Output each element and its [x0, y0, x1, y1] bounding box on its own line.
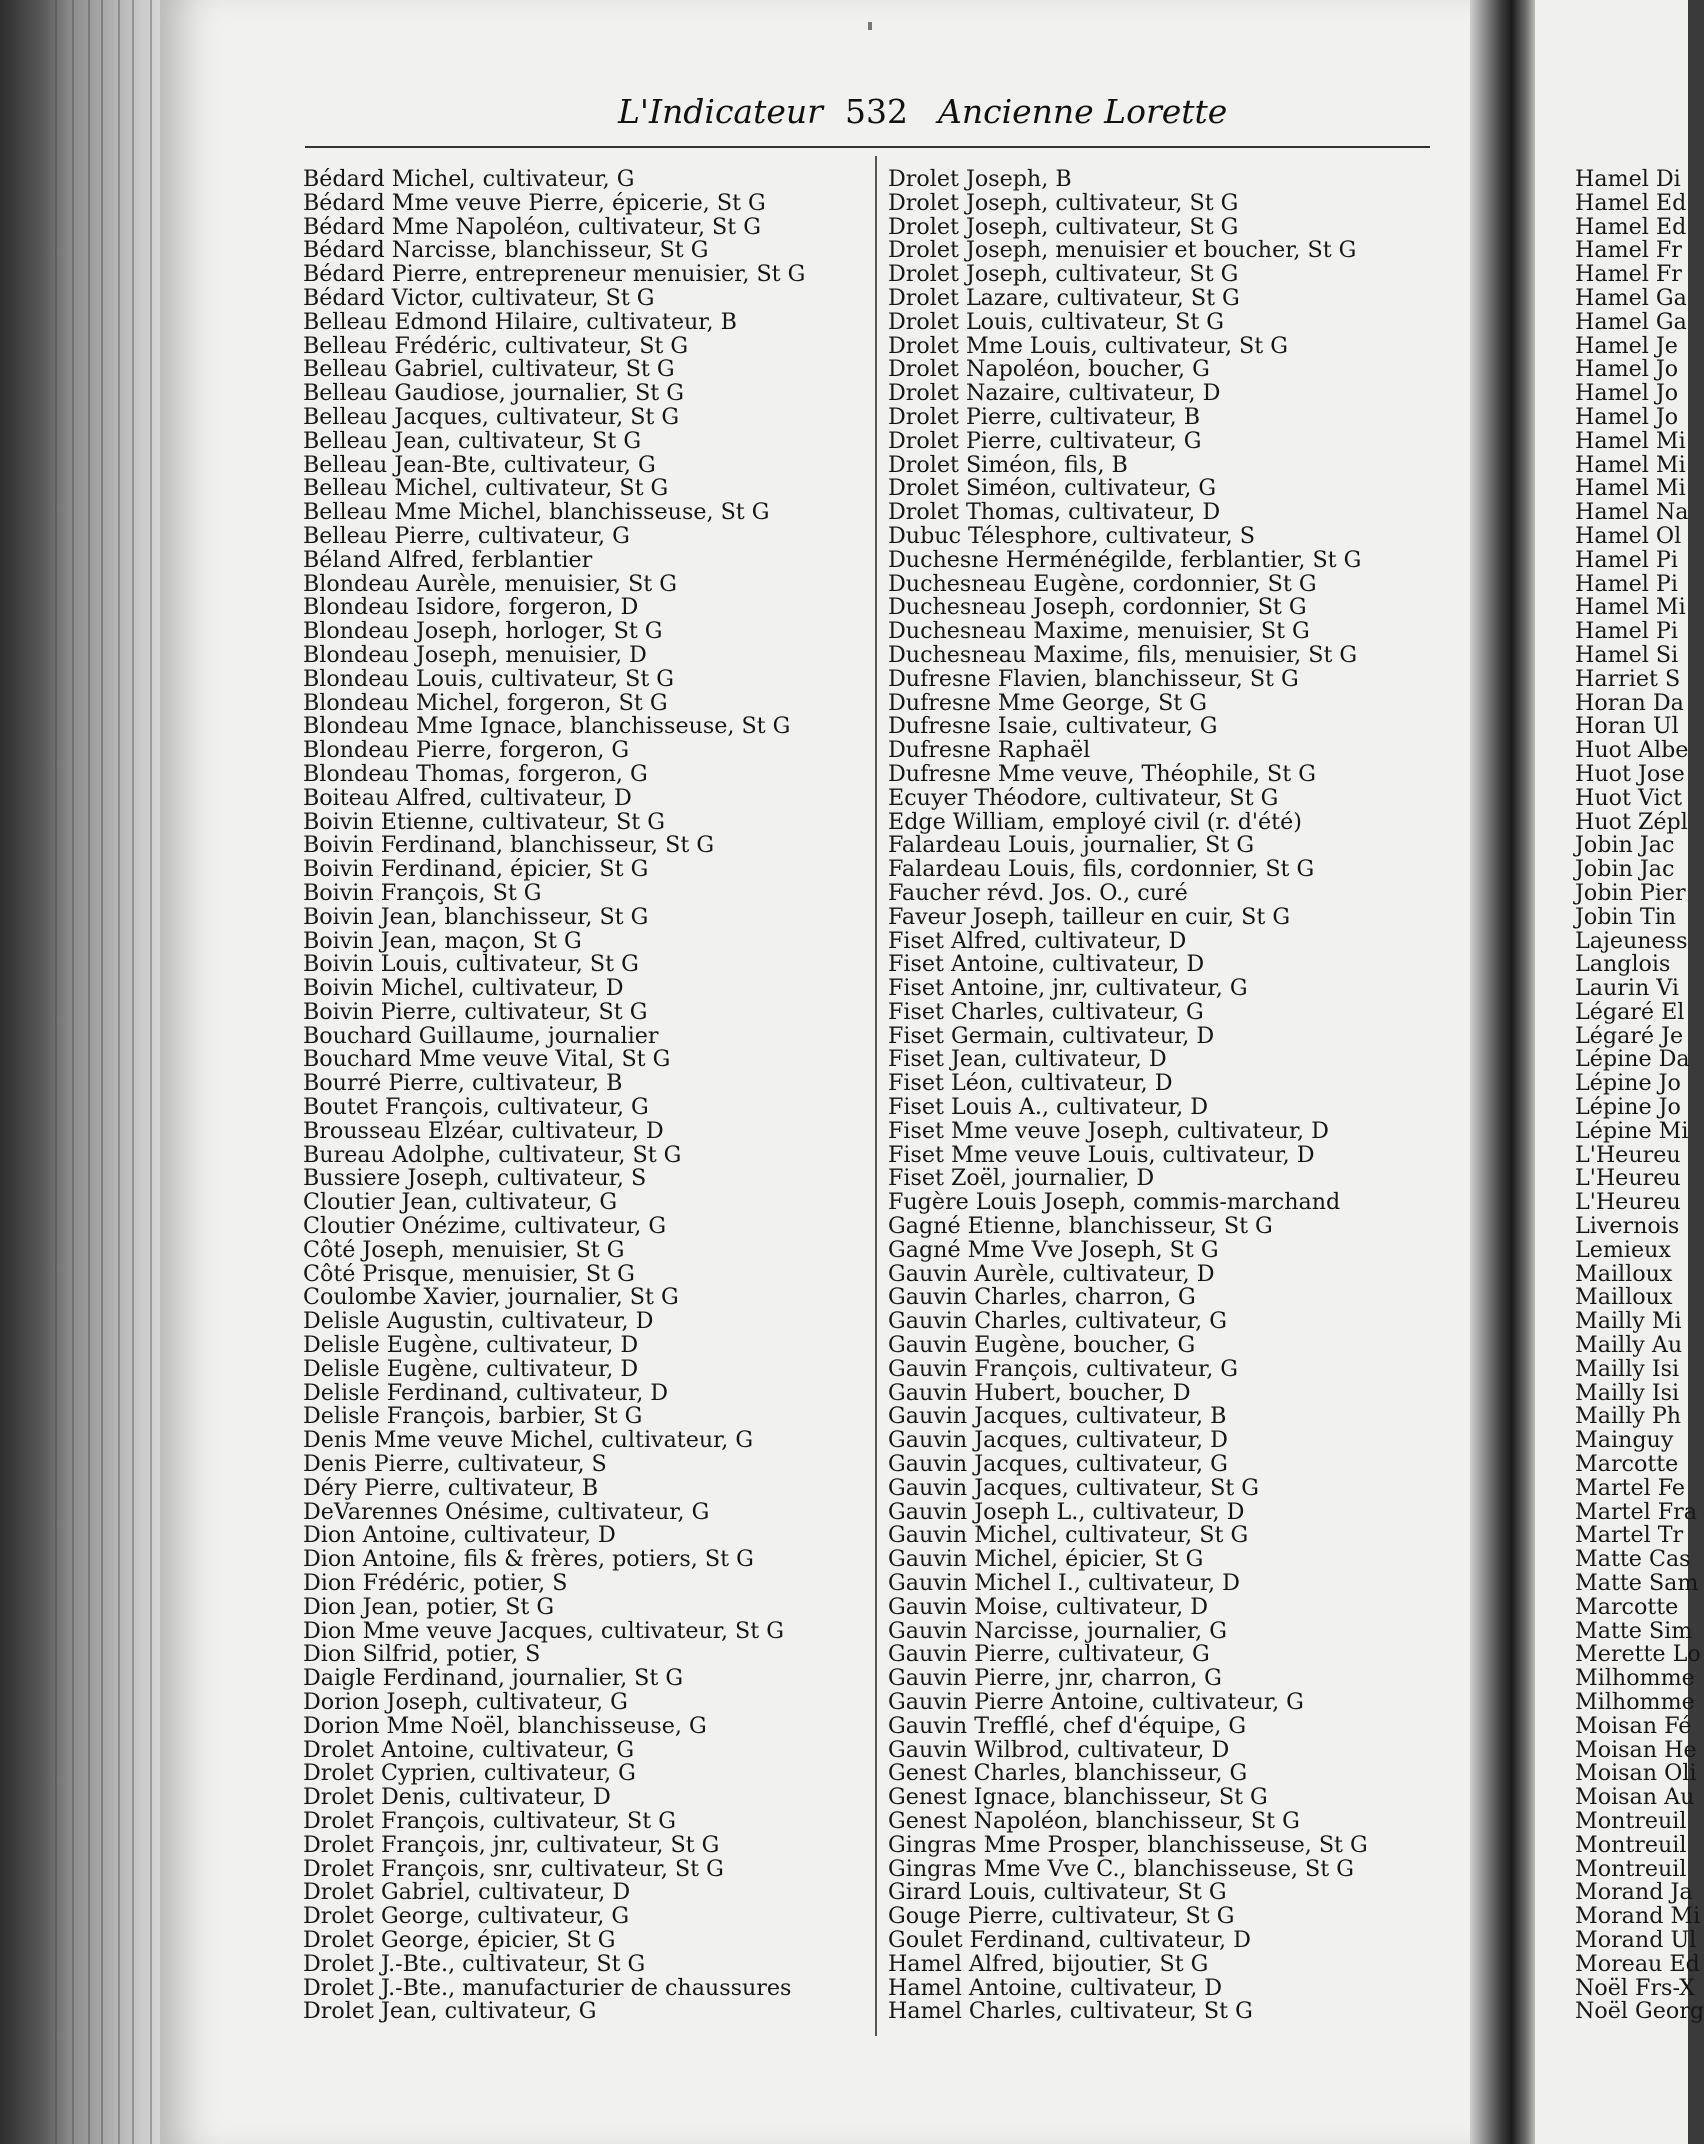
directory-entry: Dion Frédéric, potier, S: [303, 1570, 568, 1597]
column-divider: [875, 156, 877, 2036]
directory-entry: Gouge Pierre, cultivateur, St G: [888, 1903, 1235, 1930]
directory-entry: Hamel Na: [1575, 499, 1689, 526]
directory-entry: Fiset Zoël, journalier, D: [888, 1165, 1155, 1192]
directory-entry: Fiset Jean, cultivateur, D: [888, 1046, 1167, 1073]
directory-entry: Lépine Jo: [1575, 1070, 1681, 1097]
directory-entry: Mailly Mi: [1575, 1308, 1682, 1335]
directory-entry: Drolet George, épicier, St G: [303, 1926, 616, 1953]
directory-entry: Blondeau Aurèle, menuisier, St G: [303, 570, 677, 597]
directory-entry: Blondeau Mme Ignace, blanchisseuse, St G: [303, 713, 791, 740]
directory-entry: Drolet Nazaire, cultivateur, D: [888, 380, 1221, 407]
directory-entry: Drolet Pierre, cultivateur, G: [888, 427, 1202, 454]
directory-entry: Bédard Victor, cultivateur, St G: [303, 284, 655, 311]
directory-entry: Blondeau Joseph, menuisier, D: [303, 641, 647, 668]
directory-entry: Bédard Mme Napoléon, cultivateur, St G: [303, 213, 761, 240]
directory-entry: Jobin Tin: [1575, 903, 1677, 930]
directory-entry: Noël Georg: [1575, 1998, 1704, 2025]
directory-entry: Gauvin Michel, cultivateur, St G: [888, 1522, 1249, 1549]
directory-entry: Morand Ja: [1575, 1879, 1693, 1906]
facing-page: [1535, 0, 1704, 2144]
directory-entry: Légaré Je: [1575, 1022, 1684, 1049]
directory-entry: Moisan Au: [1575, 1784, 1695, 1811]
directory-entry: Duchesneau Maxime, fils, menuisier, St G: [888, 641, 1358, 668]
directory-entry: Delisle Eugène, cultivateur, D: [303, 1332, 639, 1359]
directory-entry: Drolet Pierre, cultivateur, B: [888, 403, 1201, 430]
header-title-left: L'Indicateur: [618, 92, 823, 131]
directory-entry: Jobin Jac: [1575, 856, 1675, 883]
directory-entry: Bureau Adolphe, cultivateur, St G: [303, 1141, 682, 1168]
directory-entry: Mainguy: [1575, 1427, 1674, 1454]
directory-entry: Gauvin Pierre, jnr, charron, G: [888, 1665, 1222, 1692]
directory-entry: Falardeau Louis, journalier, St G: [888, 832, 1255, 859]
directory-entry: Hamel Di: [1575, 166, 1681, 192]
directory-entry: Coulombe Xavier, journalier, St G: [303, 1284, 679, 1311]
directory-entry: Laurin Vi: [1575, 975, 1680, 1002]
directory-entry: Drolet Joseph, B: [888, 166, 1072, 192]
directory-entry: Brousseau Elzéar, cultivateur, D: [303, 1117, 664, 1144]
directory-entry: Drolet Joseph, cultivateur, St G: [888, 213, 1239, 240]
directory-entry: Moisan He: [1575, 1736, 1697, 1763]
directory-entry: Blondeau Isidore, forgeron, D: [303, 594, 639, 621]
directory-entry: Dion Mme veuve Jacques, cultivateur, St G: [303, 1617, 784, 1644]
directory-entry: Gauvin Jacques, cultivateur, B: [888, 1403, 1227, 1430]
directory-entry: Daigle Ferdinand, journalier, St G: [303, 1665, 684, 1692]
directory-entry: Horan Ul: [1575, 713, 1679, 740]
directory-entry: Genest Charles, blanchisseur, G: [888, 1760, 1248, 1787]
directory-entry: Gauvin Narcisse, journalier, G: [888, 1617, 1227, 1644]
directory-entry: Hamel Si: [1575, 641, 1679, 668]
directory-entry: Belleau Gabriel, cultivateur, St G: [303, 356, 675, 383]
directory-entry: Drolet Napoléon, boucher, G: [888, 356, 1210, 383]
directory-entry: Dufresne Flavien, blanchisseur, St G: [888, 665, 1299, 692]
directory-entry: Gagné Mme Vve Joseph, St G: [888, 1236, 1219, 1263]
directory-entry: Hamel Fr: [1575, 237, 1682, 264]
directory-entry: Fiset Léon, cultivateur, D: [888, 1070, 1173, 1097]
directory-entry: Drolet Lazare, cultivateur, St G: [888, 284, 1240, 311]
directory-entry: Faveur Joseph, tailleur en cuir, St G: [888, 903, 1291, 930]
header-rule: [305, 146, 1430, 148]
directory-entry: Jobin Pier: [1575, 879, 1686, 906]
directory-entry: Fiset Mme veuve Louis, cultivateur, D: [888, 1141, 1315, 1168]
directory-entry: Boivin Ferdinand, blanchisseur, St G: [303, 832, 715, 859]
directory-column-1: [303, 168, 805, 2024]
directory-entry: Genest Napoléon, blanchisseur, St G: [888, 1807, 1300, 1834]
directory-entry: Bouchard Mme veuve Vital, St G: [303, 1046, 671, 1073]
directory-entry: Huot Jose: [1575, 760, 1685, 787]
directory-entry: Harriet S: [1575, 665, 1681, 692]
directory-entry: Montreuil: [1575, 1855, 1687, 1882]
directory-entry: Montreuil: [1575, 1807, 1687, 1834]
header-title-right: Ancienne Lorette: [938, 92, 1228, 131]
directory-entry: L'Heureu: [1575, 1141, 1681, 1168]
directory-entry: Gauvin Jacques, cultivateur, G: [888, 1451, 1228, 1478]
directory-entry: Dufresne Raphaël: [888, 737, 1091, 764]
directory-entry: Boutet François, cultivateur, G: [303, 1094, 649, 1121]
directory-entry: Gagné Etienne, blanchisseur, St G: [888, 1213, 1273, 1240]
directory-entry: Hamel Jo: [1575, 403, 1679, 430]
directory-entry: Déry Pierre, cultivateur, B: [303, 1474, 599, 1501]
directory-entry: Belleau Jean, cultivateur, St G: [303, 427, 642, 454]
directory-entry: Duchesneau Maxime, menuisier, St G: [888, 618, 1310, 645]
directory-entry: Drolet J.-Bte., cultivateur, St G: [303, 1950, 646, 1977]
directory-entry: Belleau Mme Michel, blanchisseuse, St G: [303, 499, 770, 526]
directory-entry: Duchesneau Joseph, cordonnier, St G: [888, 594, 1307, 621]
directory-entry: Bourré Pierre, cultivateur, B: [303, 1070, 623, 1097]
directory-entry: Blondeau Thomas, forgeron, G: [303, 760, 648, 787]
directory-entry: Fiset Alfred, cultivateur, D: [888, 927, 1187, 954]
directory-entry: Béland Alfred, ferblantier: [303, 546, 593, 573]
directory-entry: Gauvin Trefflé, chef d'équipe, G: [888, 1712, 1247, 1739]
directory-entry: Belleau Edmond Hilaire, cultivateur, B: [303, 308, 737, 335]
directory-entry: Hamel Alfred, bijoutier, St G: [888, 1950, 1209, 1977]
directory-entry: Dufresne Isaie, cultivateur, G: [888, 713, 1218, 740]
directory-entry: Boivin Jean, maçon, St G: [303, 927, 582, 954]
directory-entry: Gauvin Aurèle, cultivateur, D: [888, 1260, 1215, 1287]
directory-entry: Gauvin Michel I., cultivateur, D: [888, 1570, 1240, 1597]
directory-entry: Côté Prisque, menuisier, St G: [303, 1260, 635, 1287]
directory-entry: Langlois: [1575, 951, 1671, 978]
directory-entry: Hamel Jo: [1575, 380, 1679, 407]
directory-entry: Mailly Au: [1575, 1332, 1683, 1359]
directory-entry: Drolet Thomas, cultivateur, D: [888, 499, 1221, 526]
directory-entry: Côté Joseph, menuisier, St G: [303, 1236, 625, 1263]
directory-entry: Hamel Je: [1575, 332, 1678, 359]
directory-entry: Huot Vict: [1575, 784, 1683, 811]
directory-entry: Hamel Pi: [1575, 618, 1678, 645]
directory-entry: Mailloux: [1575, 1260, 1673, 1287]
directory-entry: Mailly Isi: [1575, 1379, 1680, 1406]
directory-entry: Mailloux: [1575, 1284, 1673, 1311]
directory-entry: Girard Louis, cultivateur, St G: [888, 1879, 1227, 1906]
directory-entry: Jobin Jac: [1575, 832, 1675, 859]
directory-entry: Fiset Louis A., cultivateur, D: [888, 1094, 1209, 1121]
directory-entry: Gauvin Pierre Antoine, cultivateur, G: [888, 1689, 1304, 1715]
directory-entry: Noël Frs-X: [1575, 1974, 1695, 2001]
directory-entry: Hamel Pi: [1575, 546, 1678, 573]
directory-entry: Hamel Charles, cultivateur, St G: [888, 1998, 1253, 2025]
directory-entry: Belleau Jacques, cultivateur, St G: [303, 403, 680, 430]
directory-entry: Merette Lo: [1575, 1641, 1701, 1668]
directory-entry: Drolet Antoine, cultivateur, G: [303, 1736, 635, 1763]
directory-column-3: [1575, 168, 1704, 2024]
page-number: 532: [845, 92, 908, 131]
directory-entry: Morand Ul: [1575, 1926, 1697, 1953]
directory-entry: Delisle Eugène, cultivateur, D: [303, 1355, 639, 1382]
directory-entry: Gauvin Charles, charron, G: [888, 1284, 1196, 1311]
directory-entry: Drolet Cyprien, cultivateur, G: [303, 1760, 636, 1787]
directory-entry: Fiset Charles, cultivateur, G: [888, 998, 1204, 1025]
directory-entry: Lépine Mi: [1575, 1117, 1689, 1144]
directory-entry: Hamel Ed: [1575, 189, 1687, 216]
directory-entry: Ecuyer Théodore, cultivateur, St G: [888, 784, 1279, 811]
directory-entry: Drolet Siméon, fils, B: [888, 451, 1128, 478]
directory-entry: Delisle Ferdinand, cultivateur, D: [303, 1379, 669, 1406]
directory-entry: Cloutier Onézime, cultivateur, G: [303, 1213, 667, 1240]
book-gutter: [1470, 0, 1540, 2144]
directory-entry: Fiset Antoine, cultivateur, D: [888, 951, 1205, 978]
directory-entry: Matte Sam: [1575, 1570, 1699, 1597]
directory-entry: Fiset Antoine, jnr, cultivateur, G: [888, 975, 1248, 1002]
directory-entry: Gauvin Charles, cultivateur, G: [888, 1308, 1227, 1335]
directory-entry: Bussiere Joseph, cultivateur, S: [303, 1165, 647, 1192]
directory-entry: Lajeuness: [1575, 927, 1688, 954]
directory-entry: Drolet Denis, cultivateur, D: [303, 1784, 611, 1811]
directory-entry: Marcotte: [1575, 1593, 1679, 1620]
directory-entry: Bédard Michel, cultivateur, G: [303, 166, 635, 192]
directory-entry: Drolet Joseph, menuisier et boucher, St G: [888, 237, 1357, 264]
directory-entry: Denis Pierre, cultivateur, S: [303, 1451, 607, 1478]
directory-entry: Boivin Louis, cultivateur, St G: [303, 951, 639, 978]
directory-entry: Boivin Etienne, cultivateur, St G: [303, 808, 665, 835]
directory-entry: Hamel Mi: [1575, 451, 1686, 478]
directory-entry: Blondeau Joseph, horloger, St G: [303, 618, 663, 645]
directory-entry: Huot Zépl: [1575, 808, 1688, 835]
directory-entry: Boivin Ferdinand, épicier, St G: [303, 856, 649, 883]
directory-entry: Hamel Jo: [1575, 356, 1679, 383]
directory-entry: Gauvin Jacques, cultivateur, D: [888, 1427, 1228, 1454]
directory-entry: Fiset Mme veuve Joseph, cultivateur, D: [888, 1117, 1329, 1144]
directory-entry: Hamel Mi: [1575, 594, 1686, 621]
directory-entry: Marcotte: [1575, 1451, 1679, 1478]
directory-entry: Martel Fe: [1575, 1474, 1686, 1501]
directory-entry: Gauvin Wilbrod, cultivateur, D: [888, 1736, 1230, 1763]
directory-entry: Hamel Mi: [1575, 475, 1686, 502]
directory-entry: Livernois: [1575, 1213, 1680, 1240]
directory-entry: Belleau Gaudiose, journalier, St G: [303, 380, 684, 407]
directory-entry: Fiset Germain, cultivateur, D: [888, 1022, 1215, 1049]
directory-entry: Hamel Mi: [1575, 427, 1686, 454]
directory-entry: Edge William, employé civil (r. d'été): [888, 808, 1302, 835]
directory-entry: Boiteau Alfred, cultivateur, D: [303, 784, 632, 811]
directory-entry: Gingras Mme Vve C., blanchisseuse, St G: [888, 1855, 1354, 1882]
directory-entry: Gauvin Michel, épicier, St G: [888, 1546, 1204, 1573]
directory-entry: Drolet Siméon, cultivateur, G: [888, 475, 1217, 502]
directory-entry: Belleau Pierre, cultivateur, G: [303, 522, 630, 549]
directory-entry: Horan Da: [1575, 689, 1684, 716]
directory-entry: Dufresne Mme George, St G: [888, 689, 1207, 716]
directory-entry: Goulet Ferdinand, cultivateur, D: [888, 1926, 1251, 1953]
directory-entry: Gauvin Hubert, boucher, D: [888, 1379, 1191, 1406]
directory-entry: Duchesneau Eugène, cordonnier, St G: [888, 570, 1317, 597]
directory-entry: Moisan Oli: [1575, 1760, 1697, 1787]
directory-entry: Genest Ignace, blanchisseur, St G: [888, 1784, 1268, 1811]
directory-entry: Bédard Pierre, entrepreneur menuisier, St G: [303, 261, 806, 288]
directory-entry: Belleau Frédéric, cultivateur, St G: [303, 332, 689, 359]
directory-entry: Hamel Ed: [1575, 213, 1687, 240]
directory-entry: Hamel Ol: [1575, 522, 1682, 549]
directory-entry: Gauvin Eugène, boucher, G: [888, 1332, 1196, 1359]
directory-entry: Dorion Mme Noël, blanchisseuse, G: [303, 1712, 707, 1739]
directory-entry: Delisle François, barbier, St G: [303, 1403, 643, 1430]
directory-entry: Drolet François, jnr, cultivateur, St G: [303, 1831, 720, 1858]
directory-entry: Dion Silfrid, potier, S: [303, 1641, 541, 1668]
directory-column-2: [888, 168, 1368, 2024]
directory-entry: Belleau Michel, cultivateur, St G: [303, 475, 669, 502]
directory-entry: Drolet Joseph, cultivateur, St G: [888, 189, 1239, 216]
directory-entry: Hamel Antoine, cultivateur, D: [888, 1974, 1223, 2001]
directory-entry: Blondeau Michel, forgeron, St G: [303, 689, 668, 716]
directory-entry: Boivin Pierre, cultivateur, St G: [303, 998, 648, 1025]
directory-entry: Matte Sim: [1575, 1617, 1693, 1644]
directory-entry: Milhomme: [1575, 1665, 1695, 1692]
directory-entry: Gauvin François, cultivateur, G: [888, 1355, 1239, 1382]
directory-entry: Bédard Narcisse, blanchisseur, St G: [303, 237, 709, 264]
directory-entry: Martel Fra: [1575, 1498, 1697, 1525]
directory-entry: Drolet Gabriel, cultivateur, D: [303, 1879, 631, 1906]
directory-entry: Mailly Ph: [1575, 1403, 1682, 1430]
directory-entry: Dufresne Mme veuve, Théophile, St G: [888, 760, 1316, 787]
directory-entry: L'Heureu: [1575, 1189, 1681, 1216]
directory-entry: Boivin Jean, blanchisseur, St G: [303, 903, 649, 930]
directory-entry: Dubuc Télesphore, cultivateur, S: [888, 522, 1255, 549]
directory-entry: Boivin François, St G: [303, 879, 542, 906]
directory-entry: Morand Mi: [1575, 1903, 1701, 1930]
directory-entry: Drolet François, cultivateur, St G: [303, 1807, 676, 1834]
directory-entry: Denis Mme veuve Michel, cultivateur, G: [303, 1427, 754, 1454]
directory-entry: Mailly Isi: [1575, 1355, 1680, 1382]
directory-entry: Bouchard Guillaume, journalier: [303, 1022, 659, 1049]
directory-entry: Lemieux: [1575, 1236, 1671, 1263]
directory-entry: Lépine Jo: [1575, 1094, 1681, 1121]
directory-entry: Dion Antoine, cultivateur, D: [303, 1522, 616, 1549]
directory-entry: Huot Albe: [1575, 737, 1689, 764]
directory-entry: Matte Cas: [1575, 1546, 1691, 1573]
directory-entry: Drolet Mme Louis, cultivateur, St G: [888, 332, 1288, 359]
directory-entry: Moisan Fé: [1575, 1712, 1692, 1739]
directory-entry: Drolet Joseph, cultivateur, St G: [888, 261, 1239, 288]
directory-entry: Fugère Louis Joseph, commis-marchand: [888, 1189, 1341, 1216]
directory-entry: Moreau Ed: [1575, 1950, 1700, 1977]
directory-entry: Boivin Michel, cultivateur, D: [303, 975, 624, 1002]
directory-entry: Drolet George, cultivateur, G: [303, 1903, 630, 1930]
directory-entry: Hamel Ga: [1575, 308, 1687, 335]
directory-entry: DeVarennes Onésime, cultivateur, G: [303, 1498, 710, 1525]
directory-entry: Hamel Pi: [1575, 570, 1678, 597]
directory-entry: Dion Antoine, fils & frères, potiers, St G: [303, 1546, 754, 1573]
directory-entry: Drolet J.-Bte., manufacturier de chaussures: [303, 1974, 792, 2001]
directory-entry: Lépine Da: [1575, 1046, 1690, 1073]
directory-entry: Gauvin Pierre, cultivateur, G: [888, 1641, 1210, 1668]
directory-entry: Blondeau Pierre, forgeron, G: [303, 737, 630, 764]
directory-entry: Montreuil: [1575, 1831, 1687, 1858]
directory-entry: Blondeau Louis, cultivateur, St G: [303, 665, 675, 692]
directory-entry: Faucher révd. Jos. O., curé: [888, 879, 1188, 906]
directory-entry: Duchesne Herménégilde, ferblantier, St G: [888, 546, 1362, 573]
directory-entry: Hamel Fr: [1575, 261, 1682, 288]
directory-entry: Gauvin Joseph L., cultivateur, D: [888, 1498, 1245, 1525]
ink-mark: [868, 22, 872, 30]
directory-entry: Falardeau Louis, fils, cordonnier, St G: [888, 856, 1315, 883]
directory-entry: Drolet Louis, cultivateur, St G: [888, 308, 1225, 335]
directory-entry: Gingras Mme Prosper, blanchisseuse, St G: [888, 1831, 1368, 1858]
directory-entry: Légaré El: [1575, 998, 1685, 1025]
directory-entry: Cloutier Jean, cultivateur, G: [303, 1189, 618, 1216]
directory-entry: Hamel Ga: [1575, 284, 1687, 311]
directory-entry: Gauvin Moise, cultivateur, D: [888, 1593, 1208, 1620]
directory-entry: Drolet Jean, cultivateur, G: [303, 1998, 597, 2025]
directory-entry: Dorion Joseph, cultivateur, G: [303, 1689, 628, 1715]
page-header: [300, 92, 1430, 142]
directory-entry: L'Heureu: [1575, 1165, 1681, 1192]
directory-entry: Dion Jean, potier, St G: [303, 1593, 555, 1620]
directory-entry: Milhomme: [1575, 1689, 1695, 1715]
directory-entry: Martel Tr: [1575, 1522, 1684, 1549]
directory-entry: Delisle Augustin, cultivateur, D: [303, 1308, 654, 1335]
directory-entry: Bédard Mme veuve Pierre, épicerie, St G: [303, 189, 766, 216]
directory-entry: Gauvin Jacques, cultivateur, St G: [888, 1474, 1259, 1501]
directory-entry: Drolet François, snr, cultivateur, St G: [303, 1855, 724, 1882]
directory-entry: Belleau Jean-Bte, cultivateur, G: [303, 451, 656, 478]
